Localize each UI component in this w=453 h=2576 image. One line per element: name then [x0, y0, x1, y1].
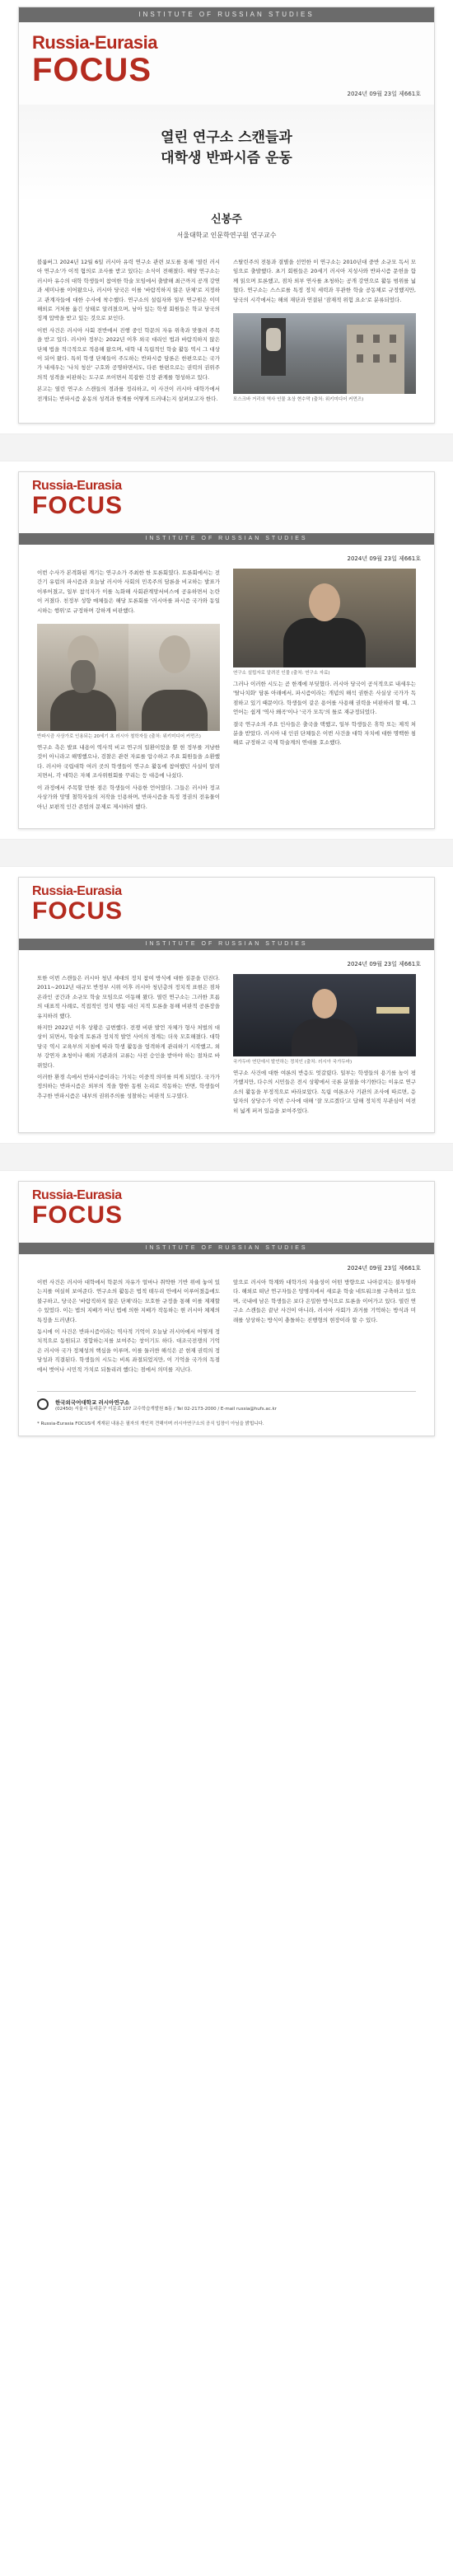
paragraph: 동시에 이 사건은 반파시즘이라는 역사적 기억이 오늘날 러시아에서 어떻게 정치적으로 동원되고 경합하는지를 보여주는 창이기도 하다. 대조국전쟁의 기억은 러시아 국가 정체성의 핵심을 이루며, 이를 둘러싼 해석은 곧 현재 권력의 정당성과 직결된다. 학생들의 시도는 비록 좌절되었지만, 이 기억을 국가의 독점에서 벗어나 시민적 가치로 되돌리려 했다는 점에서 의미를 지닌다. [37, 1328, 220, 1373]
paragraph: 이번 사건은 러시아 사회 전반에서 진행 중인 학문의 자유 위축과 맞물려 주목을 받고 있다. 러시아 정부는 2022년 이후 외국 대리인 법과 바람직하지 않은 단체 법을 적극적으로 적용해 왔으며, 대학 내 독립적인 학술 활동 역시 그 대상이 되어 왔다. 특히 학생 단체들이 주도하는 반파시즘 담론은 한편으로는 국가가 내세우는 '나치 청산' 구호와 공명하면서도, 다른 한편으로는 권력의 권위주의적 성격을 비판하는 도구로 쓰이면서 복잡한 긴장 관계를 형성하고 있다. [37, 326, 220, 381]
paragraph: 이번 사건은 러시아 대학에서 학문의 자유가 얼마나 취약한 기반 위에 놓여 있는지를 여실히 보여준다. 연구소의 활동은 법적 테두리 안에서 이루어졌음에도 불구하고, 당국은 '바람직하지 않은 단체'라는 모호한 규정을 통해 이를 제재할 수 있었다. 이는 법의 지배가 아닌 법에 의한 지배가 작동하는 현 러시아 체제의 특징을 드러낸다. [37, 1278, 220, 1323]
brand-name-top: Russia-Eurasia [32, 1187, 122, 1202]
column-right [233, 1278, 416, 1375]
article-columns [19, 253, 434, 423]
paragraph: 그러나 이러한 시도는 곧 한계에 부딪혔다. 러시아 당국이 공식적으로 내세우는 '탈나치화' 담론 아래에서, 파시즘이라는 개념의 해석 권한은 사실상 국가가 독점하고 있기 때문이다. 학생들이 같은 용어를 사용해 권력을 비판하려 할 때, 그 언어는 쉽게 '역사 왜곡'이나 '국가 모독'의 틀로 재규정되었다. [233, 681, 416, 716]
masthead [19, 1182, 434, 1243]
paragraph: 블룸버그 2024년 12월 6일 러시아 유력 연구소 관련 보도를 통해 '열린 러시아 연구소'가 이적 혐의로 조사를 받고 있다는 소식이 전해졌다. 해당 연구소는 러시아 유수의 대학 학생들이 참여한 학술 모임에서 출발해 최근까지 공개 강연과 세미나를 이어왔으나, 러시아 당국은 이를 '바람직하지 않은 단체'로 지정하고 관계자들에 대한 수사에 착수했다. 연구소의 설립자와 일부 연구원은 이미 해외로 거처를 옮긴 상태로 알려졌으며, 남아 있는 학생 회원들은 학교 당국의 징계 압박을 받고 있는 것으로 보인다. [37, 259, 220, 322]
institute-bar: INSTITUTE OF RUSSIAN STUDIES [19, 1243, 434, 1254]
institute-bar: INSTITUTE OF RUSSIAN STUDIES [19, 939, 434, 950]
column-right [233, 258, 416, 406]
brand-name-top: Russia-Eurasia [32, 479, 122, 494]
page-separator [0, 433, 453, 461]
figure-caption: 모스크바 거리의 역사 인물 초상 현수막 (출처: 위키미디어 커먼즈) [233, 397, 364, 403]
paragraph: 이번 수사가 본격화된 계기는 연구소가 주최한 한 토론회였다. 토론회에서는 전간기 유럽의 파시즘과 오늘날 러시아 사회의 민족주의 담론을 비교하는 발표가 이루어졌고, 일부 참석자가 이를 녹화해 사회관계망서비스에 공유하면서 논란이 커졌다. 친정부 성향 매체들은 해당 토론회를 '러시아를 파시즘 국가와 동일시하는 행위'로 규정하며 강하게 비판했다. [37, 569, 220, 614]
page-separator [0, 839, 453, 867]
article-columns [19, 1273, 434, 1391]
paragraph: 이 과정에서 주목할 만한 점은 학생들이 사용한 언어였다. 그들은 러시아 정교 사상가와 망명 철학자들의 저작을 인용하며, 반파시즘을 특정 정권의 전유물이 아닌 보편적 인간 존엄의 문제로 제시하려 했다. [37, 784, 220, 810]
column-right [233, 569, 416, 812]
author-affiliation: 서울대학교 인문학연구원 연구교수 [176, 232, 277, 239]
portraits-photo [37, 624, 220, 731]
page-1 [18, 7, 435, 424]
figure-caption: 반파시즘 사상가로 인용되는 20세기 초 러시아 철학자들 (출처: 위키미디어 커먼즈) [37, 734, 201, 740]
paragraph: 본고는 열린 연구소 스캔들의 경과를 정리하고, 이 사건이 러시아 대학가에서 전개되는 반파시즘 운동의 성격과 한계를 어떻게 드러내는지 살펴보고자 한다. [37, 386, 220, 402]
figure-founder [233, 569, 416, 677]
author-name: 신봉주 [211, 213, 242, 226]
page-3 [18, 877, 435, 1133]
paragraph: 연구소 사건에 대한 여론의 반응도 엇갈렸다. 일부는 학생들의 용기를 높이 평가했지만, 다수의 시민들은 전시 상황에서 국론 분열을 야기한다는 이유로 연구소의 활동을 부정적으로 바라보았다. 독립 여론조사 기관의 조사에 따르면, 응답자의 상당수가 이번 수사에 대해 '잘 모르겠다'고 답해 정치적 무관심이 여전히 넓게 퍼져 있음을 보여주었다. [233, 1069, 416, 1114]
figure-caption: 연구소 설립자로 알려진 인물 (출처: 연구소 자료) [233, 671, 330, 677]
institute-bar: INSTITUTE OF RUSSIAN STUDIES [19, 7, 434, 22]
article-columns [19, 969, 434, 1132]
issue-info: 2024년 09월 23일 제661호 [347, 555, 421, 563]
paragraph: 하지만 2022년 이후 상황은 급변했다. 전쟁 비판 발언 자체가 형사 처벌의 대상이 되면서, 학술적 토론과 정치적 발언 사이의 경계는 더욱 모호해졌다. 대학 당국 역시 교육부의 지침에 따라 학생 활동을 엄격하게 관리하기 시작했고, 외부 강연자 초청이나 해외 기관과의 교류는 사전 승인을 받아야 하는 절차로 바뀌었다. [37, 1023, 220, 1069]
column-left [37, 974, 220, 1116]
paragraph: 스탈린주의 전통과 결별을 선언한 이 연구소는 2010년대 중반 소규모 독서 모임으로 출발했다. 초기 회원들은 20세기 러시아 지성사와 반파시즘 문헌을 함께 읽으며 토론했고, 점차 외부 연사를 초청하는 공개 강연으로 활동 범위를 넓혔다. 연구소는 스스로를 특정 정치 세력과 무관한 학술 공동체로 규정했지만, 당국의 시각에서는 해외 재단과 연결된 '잠재적 위험 요소'로 분류되었다. [233, 259, 416, 303]
column-right [233, 974, 416, 1116]
figure-portraits [37, 624, 220, 740]
footer-institute-name: 한국외국어대학교 러시아연구소 [55, 1399, 130, 1406]
issue-info: 2024년 09월 23일 제661호 [347, 91, 421, 97]
author-block [19, 204, 434, 253]
speaker-photo [233, 974, 416, 1056]
institute-bar: INSTITUTE OF RUSSIAN STUDIES [19, 533, 434, 545]
street-banner-photo [233, 313, 416, 394]
brand-name-top: Russia-Eurasia [32, 883, 122, 898]
page-4 [18, 1181, 435, 1436]
brand-name-top: Russia-Eurasia [32, 32, 157, 53]
paragraph: 이러한 환경 속에서 반파시즘이라는 가치는 이중적 의미를 띠게 되었다. 국가가 정의하는 반파시즘은 외부의 적을 향한 동원 논리로 작동하는 반면, 학생들이 추구한 반파시즘은 내부의 권위주의를 성찰하는 비판적 도구였다. [37, 1073, 220, 1099]
paragraph: 또한 이번 스캔들은 러시아 청년 세대의 정치 참여 방식에 대한 질문을 던진다. 2011~2012년 대규모 반정부 시위 이후 러시아 청년층의 정치적 표현은 점차 온라인 공간과 소규모 학술 모임으로 이동해 왔다. 열린 연구소는 그러한 흐름의 대표적 사례로, 직접적인 정치 행동 대신 지적 토론을 통해 비판적 공론장을 유지하려 했다. [37, 974, 220, 1019]
brand-name-focus: FOCUS [32, 897, 123, 925]
paragraph: 앞으로 러시아 학계와 대학가의 자율성이 어떤 방향으로 나아갈지는 불투명하다. 해외로 떠난 연구자들은 망명지에서 새로운 학술 네트워크를 구축하고 있으며, 국내에 남은 학생들은 보다 은밀한 방식으로 토론을 이어가고 있다. 열린 연구소 스캔들은 끝난 사건이 아니라, 러시아 사회가 과거를 기억하는 방식과 미래를 상상하는 방식이 충돌하는 진행형의 현장이라 할 수 있다. [233, 1278, 416, 1323]
issue-info: 2024년 09월 23일 제661호 [347, 1264, 421, 1272]
paragraph: 연구소 측은 발표 내용이 역사적 비교 연구의 일환이었을 뿐 현 정부를 겨냥한 것이 아니라고 해명했으나, 검찰은 관련 자료를 압수하고 주요 회원들을 소환했다. 러시아 국립대학 여러 곳의 학생들이 연구소 활동에 참여했던 사실이 알려지면서, 각 대학은 자체 조사위원회를 꾸리는 등 대응에 나섰다. [37, 744, 220, 780]
figure-street-banner [233, 313, 416, 403]
article-columns [19, 564, 434, 828]
column-left [37, 1278, 220, 1375]
brand-name-focus: FOCUS [32, 492, 123, 520]
figure-caption: 국가두마 연단에서 발언하는 정치인 (출처: 러시아 국가두마) [233, 1059, 353, 1065]
article-title-line-1: 열린 연구소 스캔들과 [161, 129, 292, 146]
issue-info: 2024년 09월 23일 제661호 [347, 960, 421, 967]
page-2 [18, 471, 435, 829]
founder-photo [233, 569, 416, 667]
column-left [37, 258, 220, 406]
footer [37, 1391, 416, 1421]
footer-disclaimer: * Russia-Eurasia FOCUS에 게재된 내용은 필자의 개인적 견해이며 러시아연구소의 공식 입장이 아님을 밝힙니다. [37, 1421, 264, 1426]
article-title-line-2: 대학생 반파시즘 운동 [161, 150, 292, 166]
footer-address: (02450) 서울시 동대문구 이문로 107 교수학습개발원 B동 / Tel 02-2173-2000 / E-mail russia@hufs.ac.kr [55, 1407, 277, 1412]
page-separator [0, 1143, 453, 1171]
institute-logo-icon [37, 1398, 49, 1410]
masthead [19, 878, 434, 939]
masthead [19, 22, 434, 105]
paragraph: 결국 연구소의 주요 인사들은 출국을 택했고, 일부 학생들은 휴학 또는 제적 처분을 받았다. 러시아 내 인권 단체들은 이번 사건을 대학 자치에 대한 명백한 침해로 규정하고 국제 학술계의 연대를 호소했다. [233, 720, 416, 747]
figure-speaker [233, 974, 416, 1066]
masthead [19, 472, 434, 533]
brand-name-focus: FOCUS [32, 1201, 123, 1229]
title-block [19, 105, 434, 204]
column-left [37, 569, 220, 812]
brand-name-focus: FOCUS [32, 52, 152, 88]
